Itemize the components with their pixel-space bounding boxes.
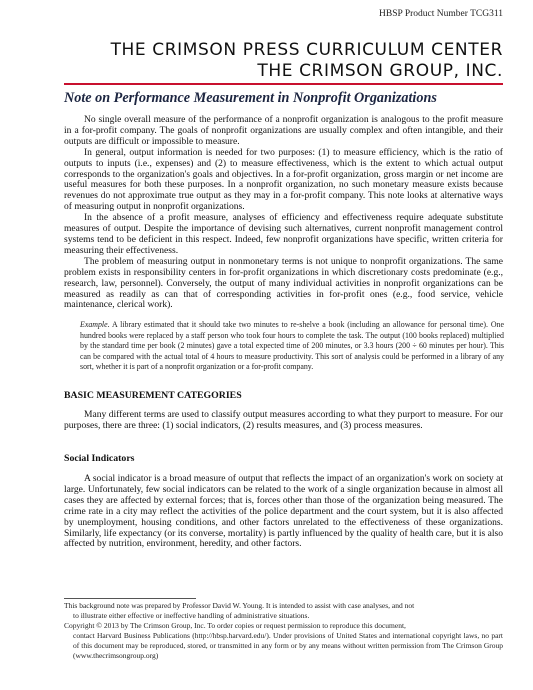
subsection-paragraph: A social indicator is a broad measure of output that reflects the impact of an organization's work on society at large. Unfortunately, few social indicators can be related to the work of a single organization because in almost all cases they are affected by external forces; that is, forces other than those of the organization being measured. The crime rate in a city may reflect the activities of the police department and the court system, but it is also affected by unemployment, housing conditions, and other factors unrelated to the effectiveness of these organizations. Similarly, life expectancy (or its converse, mortality) is partly influenced by the quality of health care, but it is also affected by nutrition, environment, heredity, and other factors. [64,473,503,550]
product-number: HBSP Product Number TCG311 [379,9,503,19]
subsection-body [64,474,503,550]
footer-copyright-line1: Copyright © 2013 by The Crimson Group, Inc. To order copies or request permission to reproduce this document, [64,620,406,630]
footer [64,601,503,660]
section-heading: BASIC MEASUREMENT CATEGORIES [64,390,242,401]
example-label: Example [80,320,108,329]
example-text: . A library estimated that it should take two minutes to re-shelve a book (including an allowance for personal time). One hundred books were replaced by a staff person who took four hours to complete the task. The output (100 books replaced) multiplied by the standard time per book (2 minutes) gave a total expected time of 200 minutes, or 3.3 hours (200 ÷ 60 minutes per hour). This can be compared with the actual total of 4 hours to measure productivity. This sort of analysis could be performed in a library of any sort, whether it is part of a nonprofit organization or a for-profit company. [80,320,504,372]
brand-title-line2: THE CRIMSON GROUP, INC. [257,61,503,81]
paragraph-1: No single overall measure of the performance of a nonprofit organization is analogous to the profit measure in a for-profit company. The goals of nonprofit organizations are usually complex and often intangible, and their outputs are difficult or impossible to measure. [64,114,503,147]
header-rule [64,83,503,85]
section-paragraph: Many different terms are used to classify output measures according to what they purport to measure. For our purposes, there are three: (1) social indicators, (2) results measures, and (3) process measures. [64,409,503,431]
document-title: Note on Performance Measurement in Nonprofit Organizations [64,90,437,106]
footer-note-line2: to illustrate either effective or ineffective handling of administrative situations. [73,610,310,620]
intro-section [64,115,503,311]
footer-rule [64,598,196,599]
section-body [64,410,503,432]
subsection-heading: Social Indicators [64,453,135,464]
paragraph-2: In general, output information is needed for two purposes: (1) to measure efficiency, which is the ratio of outputs to inputs (i.e., expenses) and (2) to measure effectiveness, which is the extent to which actual output corresponds to the organization's goals and objectives. In a for-profit organization, gross margin or net income are useful measures for both these purposes. In a nonprofit organization, no such monetary measure exists because revenues do not approximate true output as they may in a for-profit company. This note looks at alternative ways of measuring output in nonprofit organizations. [64,146,503,213]
footer-note-line1: This background note was prepared by Professor David W. Young. It is intended to assist with case analyses, and not [64,601,415,610]
example-block [80,320,504,373]
paragraph-4: The problem of measuring output in nonmonetary terms is not unique to nonprofit organizations. The same problem exists in responsibility centers in for-profit organizations in which discretionary costs predominate (e.g., research, law, personnel). Conversely, the output of many individual activities in nonprofit organizations can be measured as readily as can that of corresponding activities in for-profit ones (e.g., food service, vehicle maintenance, clerical work). [64,255,503,311]
paragraph-3: In the absence of a profit measure, analyses of efficiency and effectiveness require adequate substitute measures of output. Despite the importance of devising such alternatives, current nonprofit management control systems tend to be deficient in this respect. Indeed, few nonprofit organizations have specific, written criteria for measuring their effectiveness. [64,212,503,256]
footer-copyright-line2: contact Harvard Business Publications (http://hbsp.harvard.edu/). Under provisions of United States and international copyright laws, no part of this document may be reproduced, stored, or transmitted in any form or by any means without written permission from The Crimson Group (www.thecrimsongroup.org) [73,630,503,660]
brand-title-line1: THE CRIMSON PRESS CURRICULUM CENTER [110,40,503,60]
